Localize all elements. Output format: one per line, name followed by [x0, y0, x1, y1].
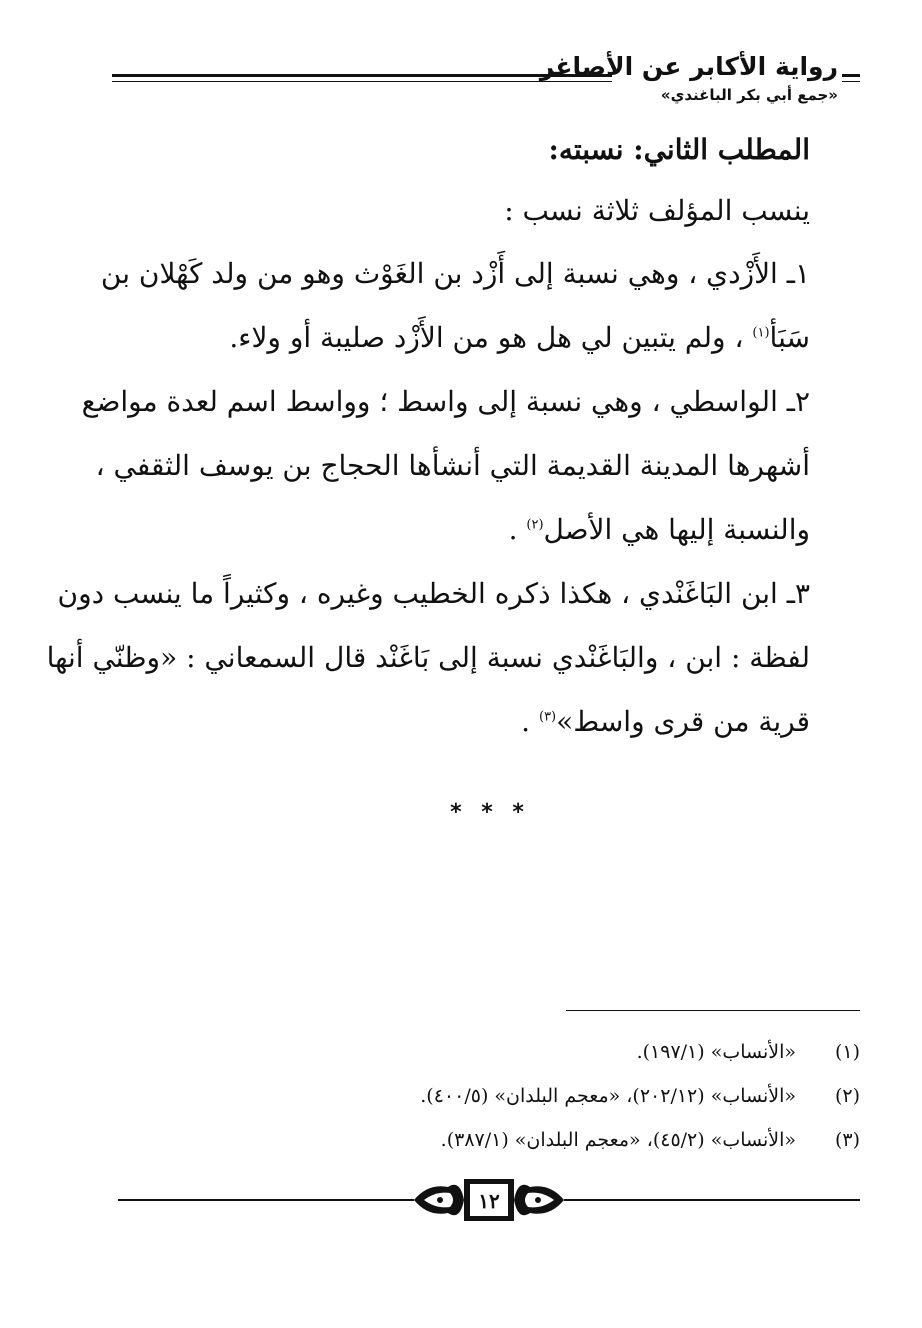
text-segment: قرية من قرى واسط»	[556, 705, 810, 738]
footnote	[260, 1118, 860, 1162]
footnote-number: (١)	[834, 1041, 860, 1063]
header-rule-short	[842, 74, 860, 82]
text-line: ١ـ الأَزْدي ، وهي نسبة إلى أَزْد بن الغَوْث وهو من ولد كَهْلان بن	[100, 257, 810, 290]
text-line	[110, 498, 810, 562]
text-segment: .	[521, 705, 539, 738]
footnote-text: «الأنساب» (٢٠٢/١٢)، «معجم البلدان» (٤٠٠/٥).	[420, 1085, 796, 1107]
text-line: ٣ـ ابن البَاغَنْدي ، هكذا ذكره الخطيب وغيره ، وكثيراً ما ينسب دون	[57, 577, 810, 610]
footnote-text: «الأنساب» (١٩٧/١).	[636, 1041, 796, 1063]
list-item-wasiti	[81, 370, 810, 562]
text-line	[110, 690, 810, 754]
footnote	[260, 1030, 860, 1074]
ornament-flourish-right	[514, 1185, 564, 1215]
text-segment: ، ولم يتبين لي هل هو من الأَزْد صليبة أو ولاء.	[229, 321, 753, 354]
section-separator: * * *	[450, 800, 530, 825]
footnote-number: (٢)	[834, 1085, 860, 1107]
main-text	[46, 120, 810, 754]
ornament-flourish-left	[414, 1185, 464, 1215]
footnotes	[260, 1030, 860, 1162]
header-rule	[112, 74, 612, 82]
text-line: ٢ـ الواسطي ، وهي نسبة إلى واسط ؛ وواسط اسم لعدة مواضع	[81, 385, 810, 418]
text-line: لفظة : ابن ، والبَاغَنْدي نسبة إلى بَاغَنْد قال السمعاني : «وظنّي أنها	[46, 641, 810, 674]
page-number-ornament	[118, 1175, 860, 1225]
page-number: ١٢	[478, 1189, 500, 1213]
running-header	[112, 50, 860, 110]
text-line: أشهرها المدينة القديمة التي أنشأها الحجاج بن يوسف الثقفي ،	[95, 449, 810, 482]
footnote-text: «الأنساب» (٤٥/٢)، «معجم البلدان» (٣٨٧/١).	[440, 1129, 796, 1151]
list-item-baghandi	[46, 562, 810, 754]
section-heading: المطلب الثاني: نسبته:	[548, 133, 810, 166]
footnote-marker: (٢)	[526, 517, 544, 533]
text-segment: والنسبة إليها هي الأصل	[543, 513, 810, 546]
footnote	[260, 1074, 860, 1118]
text-segment: .	[508, 513, 527, 546]
text-segment: سَبَأ	[769, 321, 810, 354]
book-subtitle: «جمع أبي بكر الباغندي»	[660, 86, 838, 104]
intro-paragraph: ينسب المؤلف ثلاثة نسب :	[504, 194, 810, 227]
book-title: رواية الأكابر عن الأصاغر	[539, 52, 838, 81]
text-line	[110, 306, 810, 370]
list-item-azdi	[100, 242, 810, 370]
footnote-marker: (١)	[752, 325, 770, 341]
footnote-rule	[566, 1010, 860, 1011]
footnote-marker: (٣)	[538, 709, 557, 725]
footnote-number: (٣)	[834, 1129, 860, 1151]
